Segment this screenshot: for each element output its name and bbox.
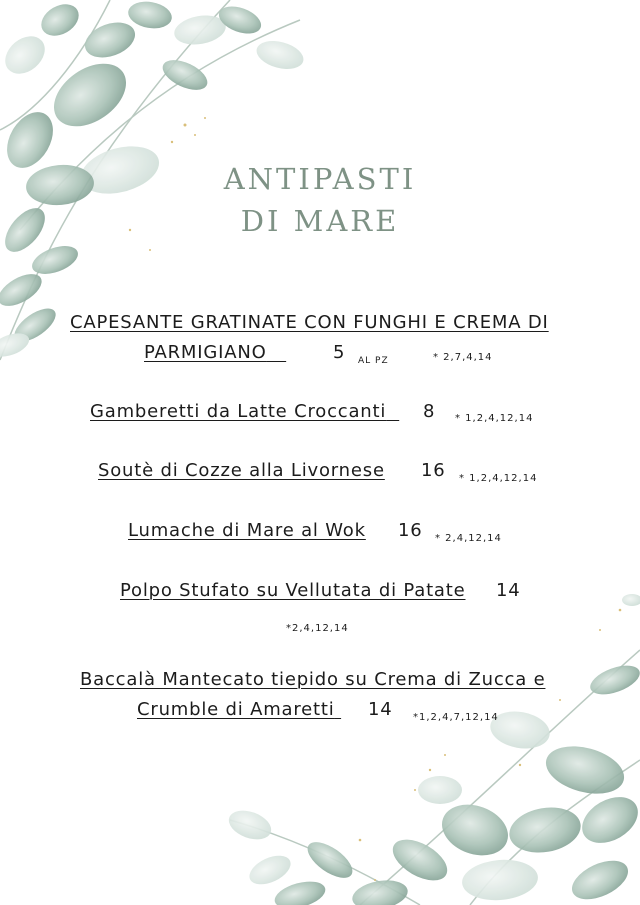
menu-item-6-price: 14 bbox=[368, 699, 393, 720]
menu-item-3-name: Soutè di Cozze alla Livornese bbox=[98, 460, 385, 481]
menu-item-1-price: 5 bbox=[333, 342, 346, 363]
menu-item-5-allergens: *2,4,12,14 bbox=[286, 623, 349, 634]
menu-item-5-price: 14 bbox=[496, 580, 521, 601]
menu-item-4-price: 16 bbox=[398, 520, 423, 541]
menu-item-6-allergens: *1,2,4,7,12,14 bbox=[413, 712, 499, 723]
menu-item-1-row2 bbox=[144, 342, 286, 364]
menu-title-line2: DI MARE bbox=[240, 204, 400, 238]
menu-item-3-price: 16 bbox=[421, 460, 446, 481]
menu-item-6-name-line1: Baccalà Mantecato tiepido su Crema di Zucca e bbox=[80, 669, 546, 690]
menu-item-1-unit: AL PZ bbox=[358, 356, 389, 366]
menu-item-4-name: Lumache di Mare al Wok bbox=[128, 520, 366, 541]
menu-item-4-allergens: * 2,4,12,14 bbox=[435, 533, 502, 544]
menu-item-1-name-line1: CAPESANTE GRATINATE CON FUNGHI E CREMA DI bbox=[70, 312, 549, 333]
menu-item-2-row bbox=[90, 401, 399, 423]
menu-item-3-allergens: * 1,2,4,12,14 bbox=[459, 473, 538, 484]
menu-item-2-price: 8 bbox=[423, 401, 436, 422]
menu-item-5-name: Polpo Stufato su Vellutata di Patate bbox=[120, 580, 466, 601]
menu-item-1-allergens: * 2,7,4,14 bbox=[433, 352, 493, 363]
menu-item-6-row2 bbox=[137, 699, 341, 721]
menu-item-2-allergens: * 1,2,4,12,14 bbox=[455, 413, 534, 424]
menu-item-2-name: Gamberetti da Latte Croccanti bbox=[90, 401, 387, 422]
menu-item-6-name-line2: Crumble di Amaretti bbox=[137, 699, 335, 720]
menu-title-line1: ANTIPASTI bbox=[223, 162, 417, 196]
menu-item-1-name-line2: PARMIGIANO bbox=[144, 342, 267, 363]
